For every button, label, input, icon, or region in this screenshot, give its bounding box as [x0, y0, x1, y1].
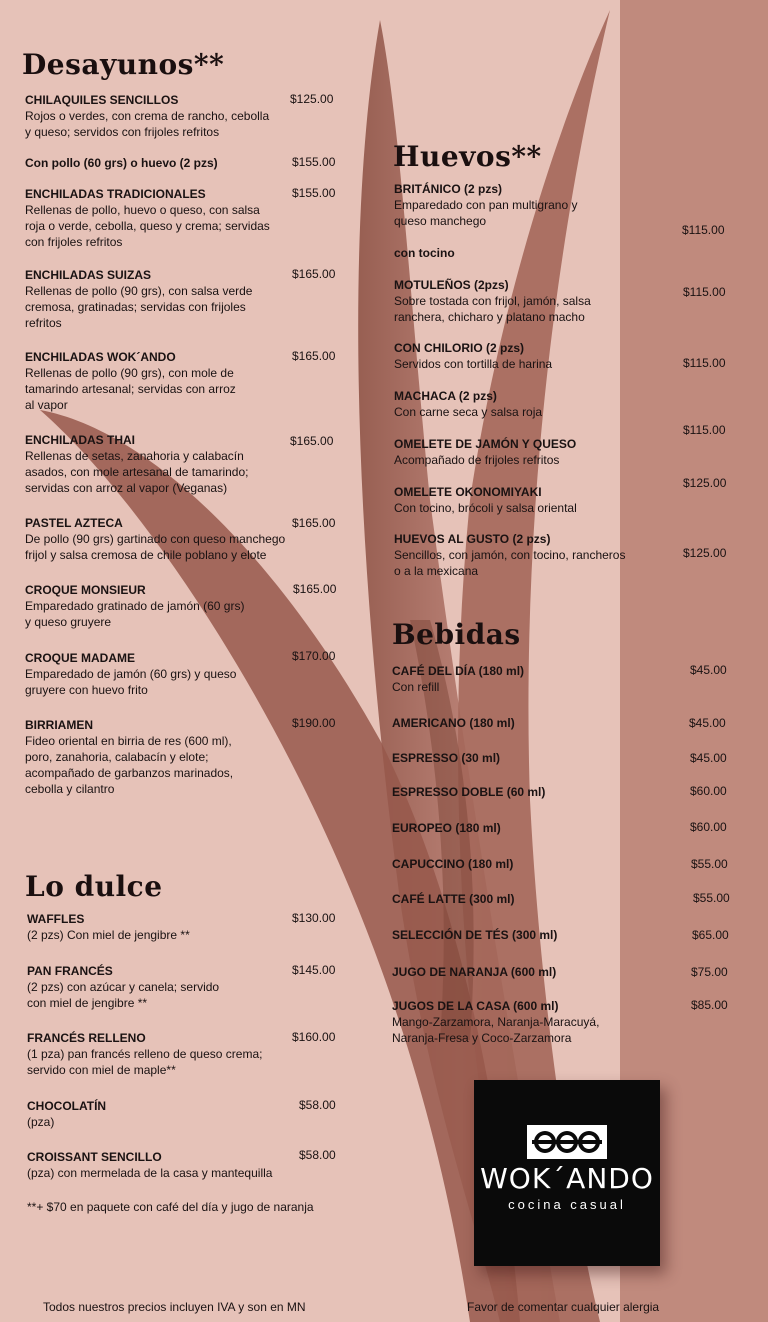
menu-item: [27, 1149, 272, 1181]
menu-item: [392, 891, 514, 907]
menu-item: [394, 277, 591, 325]
package-note: **+ $70 en paquete con café del día y jugo de naranja: [27, 1200, 314, 1214]
item-price: $155.00: [292, 186, 336, 200]
item-description: Rellenas de pollo, huevo o queso, con salsa roja o verde, cebolla, queso y crema; servidas con frijoles refritos: [25, 203, 270, 249]
item-price: $65.00: [692, 928, 729, 942]
brand-name: WOK´ANDO: [480, 1162, 654, 1195]
item-description: Acompañado de frijoles refritos: [394, 453, 560, 467]
item-name: OMELETE OKONOMIYAKI: [394, 485, 542, 499]
footer-allergy-note: Favor de comentar cualquier alergia: [467, 1300, 660, 1314]
item-name: JUGO DE NARANJA (600 ml): [392, 965, 557, 979]
item-description: (2 pzs) Con miel de jengibre **: [27, 928, 190, 942]
brand-tagline: cocina casual: [508, 1197, 626, 1212]
item-name: CAFÉ LATTE (300 ml): [392, 892, 515, 906]
item-description: Rellenas de pollo (90 grs), con salsa verde cremosa, gratinadas; servidas con frijoles refritos: [25, 284, 253, 330]
item-price: $160.00: [292, 1030, 336, 1044]
menu-item: [27, 1098, 106, 1130]
item-name: ENCHILADAS TRADICIONALES: [25, 187, 206, 201]
menu-item: [25, 349, 236, 413]
item-price: $165.00: [292, 516, 336, 530]
item-name: BRITÁNICO (2 pzs): [394, 182, 502, 196]
item-price: $60.00: [690, 820, 727, 834]
item-price: $155.00: [292, 155, 336, 169]
menu-item: [394, 484, 577, 516]
item-name: Con pollo (60 grs) o huevo (2 pzs): [25, 156, 218, 170]
menu-item: [394, 388, 542, 420]
item-name: CHILAQUILES SENCILLOS: [25, 93, 179, 107]
item-price: $125.00: [290, 92, 334, 106]
menu-item: [394, 245, 455, 261]
item-description: Con refill: [392, 680, 440, 694]
menu-item: [394, 340, 552, 372]
item-description: Servidos con tortilla de harina: [394, 357, 553, 371]
section-title-bebidas: Bebidas: [392, 618, 521, 651]
item-description: Fideo oriental en birria de res (600 ml), poro, zanahoria, calabacín y elote; acompañado de garbanzos marinados, cebolla y cilantro: [25, 734, 234, 796]
menu-item: [394, 181, 577, 229]
menu-item: [392, 784, 545, 800]
item-price: $45.00: [690, 751, 727, 765]
item-name: CON CHILORIO (2 pzs): [394, 341, 525, 355]
item-name: MOTULEÑOS (2pzs): [394, 278, 509, 292]
menu-item: [392, 715, 515, 731]
menu-item: [392, 964, 556, 980]
menu-item: [27, 1030, 262, 1078]
section-title-desayunos: Desayunos**: [22, 48, 225, 81]
item-price: $115.00: [683, 285, 726, 299]
section-title-huevos: Huevos**: [393, 140, 542, 173]
item-name: BIRRIAMEN: [25, 718, 93, 732]
item-price: $75.00: [691, 965, 728, 979]
footer-tax-note: Todos nuestros precios incluyen IVA y son en MN: [43, 1300, 306, 1314]
item-name: ESPRESSO (30 ml): [392, 751, 501, 765]
menu-item: [25, 155, 218, 171]
item-description: (2 pzs) con azúcar y canela; servido con miel de jengibre **: [27, 980, 220, 1010]
item-name: EUROPEO (180 ml): [392, 821, 501, 835]
menu-item: [25, 582, 244, 630]
menu-item: [392, 998, 599, 1046]
item-name: ENCHILADAS WOK´ANDO: [25, 350, 176, 364]
item-description: Emparedado con pan multigrano y queso manchego: [394, 198, 578, 228]
item-price: $58.00: [299, 1148, 336, 1162]
item-price: $85.00: [691, 998, 728, 1012]
item-description: Mango-Zarzamora, Naranja-Maracuyá, Naranja-Fresa y Coco-Zarzamora: [392, 1015, 600, 1045]
bowls-logo-icon: [526, 1124, 608, 1160]
item-name: PASTEL AZTECA: [25, 516, 123, 530]
menu-item: [25, 717, 233, 797]
item-name: OMELETE DE JAMÓN Y QUESO: [394, 437, 577, 451]
item-price: $45.00: [690, 663, 727, 677]
item-name: ESPRESSO DOBLE (60 ml): [392, 785, 546, 799]
item-name: CAPUCCINO (180 ml): [392, 857, 514, 871]
menu-item: [25, 267, 252, 331]
item-name: PAN FRANCÉS: [27, 964, 113, 978]
menu-item: [392, 820, 501, 836]
item-description: Rellenas de setas, zanahoria y calabacín asados, con mole artesanal de tamarindo; servidas con arroz al vapor (Veganas): [25, 449, 249, 495]
item-name: CROQUE MADAME: [25, 651, 135, 665]
item-price: $145.00: [292, 963, 336, 977]
item-name: AMERICANO (180 ml): [392, 716, 515, 730]
item-name: con tocino: [394, 246, 455, 260]
menu-item: [25, 186, 270, 250]
menu-item: [25, 92, 269, 140]
item-price: $55.00: [693, 891, 730, 905]
brand-logo-box: [474, 1080, 660, 1266]
item-price: $165.00: [293, 582, 337, 596]
section-title-lo-dulce: Lo dulce: [25, 870, 163, 903]
item-description: Sobre tostada con frijol, jamón, salsa ranchera, chicharo y platano macho: [394, 294, 591, 324]
item-price: $165.00: [290, 434, 334, 448]
menu-item: [392, 927, 557, 943]
item-price: $115.00: [683, 356, 726, 370]
item-price: $125.00: [683, 546, 727, 560]
item-price: $125.00: [683, 476, 727, 490]
item-description: Con carne seca y salsa roja: [394, 405, 543, 419]
item-name: WAFFLES: [27, 912, 85, 926]
menu-item: [392, 663, 524, 695]
menu-item: [392, 750, 500, 766]
item-name: CAFÉ DEL DÍA (180 ml): [392, 664, 525, 678]
item-name: ENCHILADAS THAI: [25, 433, 135, 447]
item-price: $55.00: [691, 857, 728, 871]
menu-item: [394, 531, 625, 579]
item-description: (1 pza) pan francés relleno de queso crema; servido con miel de maple**: [27, 1047, 263, 1077]
item-description: Emparedado gratinado de jamón (60 grs) y queso gruyere: [25, 599, 245, 629]
item-description: Rojos o verdes, con crema de rancho, cebolla y queso; servidos con frijoles refritos: [25, 109, 270, 139]
menu-item: [394, 436, 576, 468]
item-description: De pollo (90 grs) gartinado con queso manchego frijol y salsa cremosa de chile poblano y elote: [25, 532, 286, 562]
item-price: $45.00: [689, 716, 726, 730]
menu-item: [27, 963, 219, 1011]
item-name: CROISSANT SENCILLO: [27, 1150, 162, 1164]
item-name: FRANCÉS RELLENO: [27, 1031, 146, 1045]
item-description: Con tocino, brócoli y salsa oriental: [394, 501, 577, 515]
menu-item: [25, 515, 285, 563]
item-price: $170.00: [292, 649, 336, 663]
item-name: CHOCOLATÍN: [27, 1099, 107, 1113]
item-name: HUEVOS AL GUSTO (2 pzs): [394, 532, 551, 546]
menu-item: [25, 650, 236, 698]
item-price: $60.00: [690, 784, 727, 798]
item-name: ENCHILADAS SUIZAS: [25, 268, 152, 282]
item-name: CROQUE MONSIEUR: [25, 583, 146, 597]
item-description: Emparedado de jamón (60 grs) y queso gruyere con huevo frito: [25, 667, 237, 697]
menu-item: [25, 432, 248, 496]
item-price: $115.00: [682, 223, 725, 237]
item-description: Sencillos, con jamón, con tocino, rancheros o a la mexicana: [394, 548, 626, 578]
item-name: JUGOS DE LA CASA (600 ml): [392, 999, 559, 1013]
item-price: $115.00: [683, 423, 726, 437]
item-price: $165.00: [292, 349, 336, 363]
item-description: Rellenas de pollo (90 grs), con mole de tamarindo artesanal; servidas con arroz al vapor: [25, 366, 236, 412]
item-price: $130.00: [292, 911, 336, 925]
menu-item: [392, 856, 513, 872]
item-price: $190.00: [292, 716, 336, 730]
item-description: (pza) con mermelada de la casa y mantequilla: [27, 1166, 273, 1180]
item-price: $165.00: [292, 267, 336, 281]
item-name: MACHACA (2 pzs): [394, 389, 497, 403]
menu-item: [27, 911, 190, 943]
item-description: (pza): [27, 1115, 55, 1129]
item-name: SELECCIÓN DE TÉS (300 ml): [392, 928, 558, 942]
item-price: $58.00: [299, 1098, 336, 1112]
